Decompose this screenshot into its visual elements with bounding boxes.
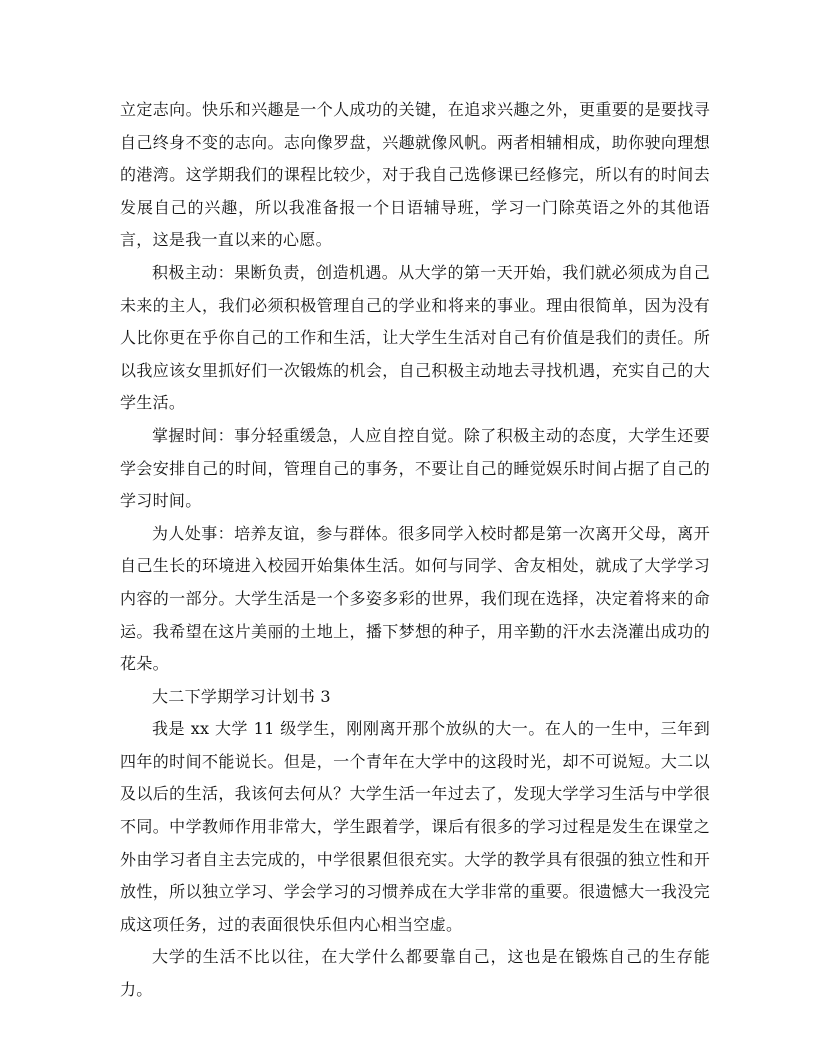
- section-heading: 大二下学期学习计划书 3: [152, 686, 331, 706]
- document-body: [120, 94, 710, 1007]
- paragraph-university-life: 大学的生活不比以往，在大学什么都要靠自己，这也是在锻炼自己的生存能力。: [120, 947, 710, 1000]
- paragraph-social-skills: 为人处事：培养友谊，参与群体。很多同学入校时都是第一次离开父母，离开自己生长的环境进入校园开始集体生活。如何与同学、舍友相处，就成了大学学习内容的一部分。大学生活是一个多姿多彩的世界，我们现在选择，决定着将来的命运。我希望在这片美丽的土地上，播下梦想的种子，用辛勤的汗水去浇灌出成功的花朵。: [120, 523, 710, 674]
- paragraph-proactive: 积极主动：果断负责，创造机遇。从大学的第一天开始，我们就必须成为自己未来的主人，我们必须积极管理自己的学业和将来的事业。理由很简单，因为没有人比你更在乎你自己的工作和生活，让大学生生活对自己有价值是我们的责任。所以我应该女里抓好们一次锻炼的机会，自己积极主动地去寻找机遇，充实自己的大学生活。: [120, 262, 710, 413]
- paragraph-introduction: 我是 xx 大学 11 级学生，刚刚离开那个放纵的大一。在人的一生中，三年到四年的时间不能说长。但是，一个青年在大学中的这段时光，却不可说短。大二以及以后的生活，我该何去何从？大学生活一年过去了，发现大学学习生活与中学很不同。中学教师作用非常大，学生跟着学，课后有很多的学习过程是发生在课堂之外由学习者自主去完成的，中学很累但很充实。大学的教学具有很强的独立性和开放性，所以独立学习、学会学习的习惯养成在大学非常的重要。很遗憾大一我没完成这项任务，过的表面很快乐但内心相当空虚。: [120, 719, 710, 934]
- paragraph-ambition: 立定志向。快乐和兴趣是一个人成功的关键，在追求兴趣之外，更重要的是要找寻自己终身不变的志向。志向像罗盘，兴趣就像风帆。两者相辅相成，助你驶向理想的港湾。这学期我们的课程比较少，对于我自己选修课已经修完，所以有的时间去发展自己的兴趣，所以我准备报一个日语辅导班，学习一门除英语之外的其他语言，这是我一直以来的心愿。: [120, 100, 710, 250]
- paragraph-time-management: 掌握时间：事分轻重缓急，人应自控自觉。除了积极主动的态度，大学生还要学会安排自己的时间，管理自己的事务，不要让自己的睡觉娱乐时间占据了自己的学习时间。: [120, 425, 710, 511]
